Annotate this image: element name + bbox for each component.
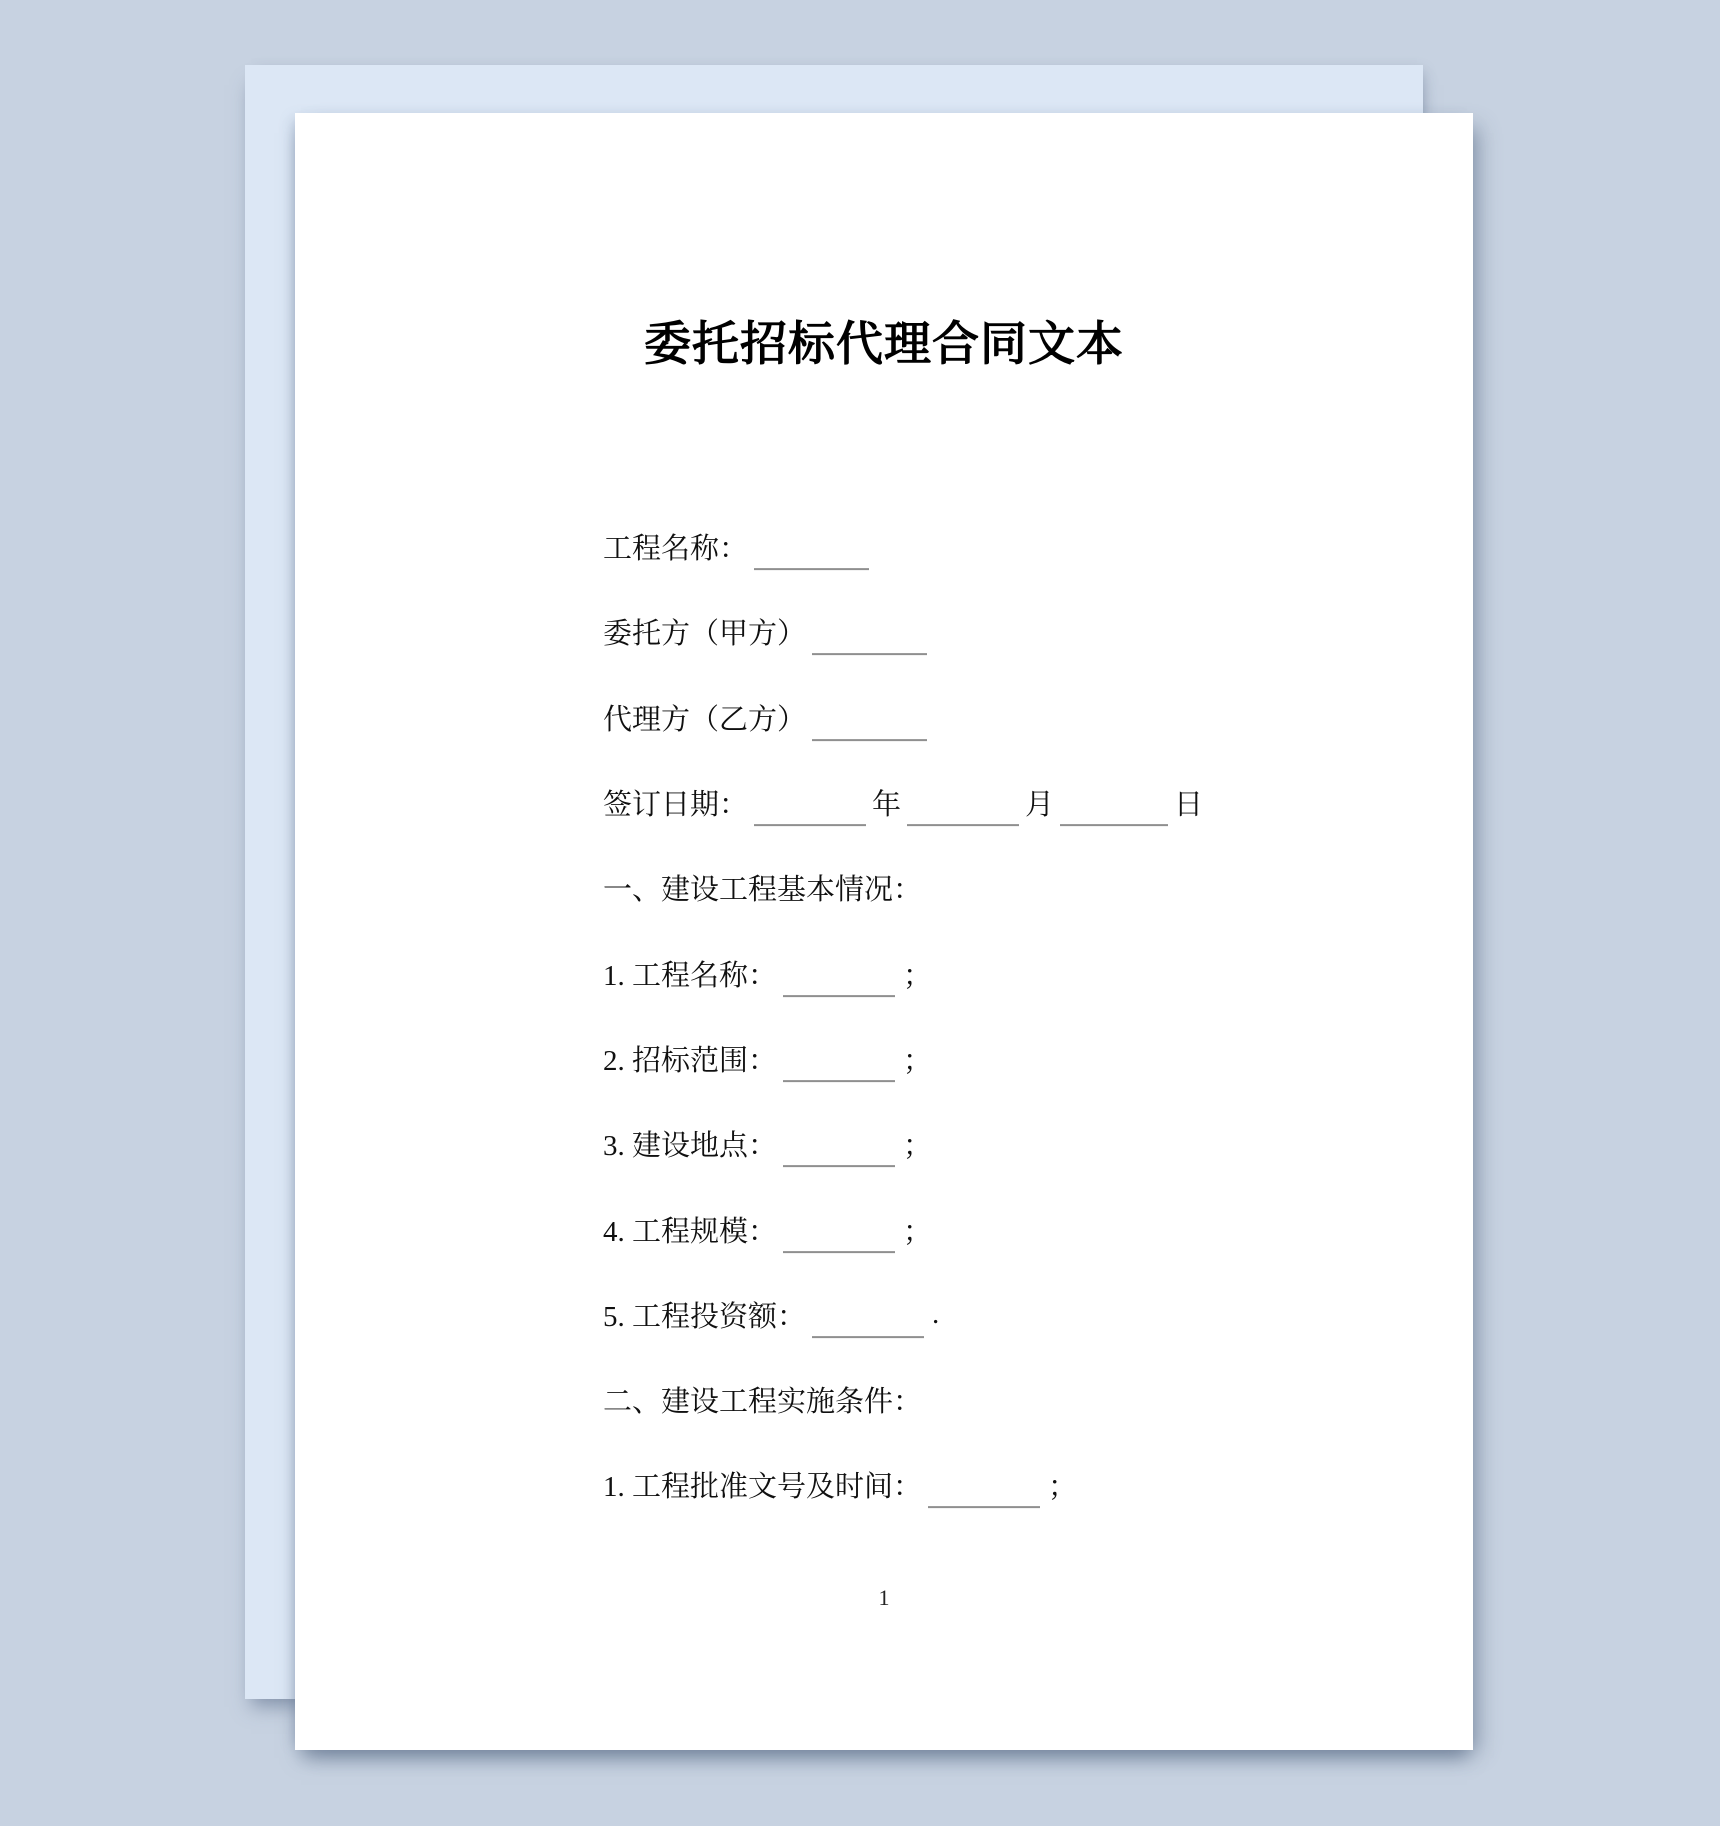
section1-item-4-label: 4. 工程规模： [603,1215,778,1248]
section1-item-3-punct: ； [903,1130,933,1163]
section1-item-4 [603,1186,1443,1271]
section2-heading-text: 二、建设工程实施条件： [603,1386,923,1419]
section2-item-1-punct: ； [1048,1471,1078,1504]
section1-item-1-label: 1. 工程名称： [603,959,778,992]
blank-line-day [1060,795,1168,826]
blank-line [928,1478,1040,1509]
section1-item-4-punct: ； [903,1215,933,1248]
blank-line [812,625,927,656]
section1-item-5 [603,1272,1443,1357]
blank-line [812,710,927,741]
section1-item-2 [603,1016,1443,1101]
section2-heading [603,1357,1443,1442]
field-signing-date-label: 签订日期： [603,789,749,822]
blank-line [783,1222,895,1253]
field-project-name-label: 工程名称： [603,533,749,566]
blank-line [783,1136,895,1167]
field-signing-date [603,760,1443,845]
blank-line [754,539,869,570]
year-unit-label: 年 [872,789,902,822]
section1-heading [603,845,1443,930]
section1-item-3-label: 3. 建设地点： [603,1130,778,1163]
document-body [603,504,1443,1528]
field-agent-party-b-label: 代理方（乙方） [603,703,807,736]
section1-item-2-punct: ； [903,1044,933,1077]
contract-page [295,113,1473,1750]
section1-item-2-label: 2. 招标范围： [603,1044,778,1077]
blank-line [783,966,895,997]
month-unit-label: 月 [1025,789,1055,822]
section1-item-1 [603,930,1443,1015]
day-unit-label: 日 [1174,789,1204,822]
section2-item-1-label: 1. 工程批准文号及时间： [603,1471,923,1504]
field-project-name [603,504,1443,589]
section1-item-3 [603,1101,1443,1186]
blank-line-year [754,795,866,826]
field-client-party-a-label: 委托方（甲方） [603,618,807,651]
blank-line-month [907,795,1019,826]
document-title: 委托招标代理合同文本 [644,317,1124,370]
page-number: 1 [878,1585,890,1610]
section1-item-1-punct: ； [903,959,933,992]
field-agent-party-b [603,675,1443,760]
section1-heading-text: 一、建设工程基本情况： [603,874,923,907]
blank-line [783,1051,895,1082]
section1-item-5-label: 5. 工程投资额： [603,1300,807,1333]
blank-line [812,1307,924,1338]
section1-item-5-punct: . [932,1297,940,1330]
section2-item-1 [603,1442,1443,1527]
field-client-party-a [603,589,1443,674]
